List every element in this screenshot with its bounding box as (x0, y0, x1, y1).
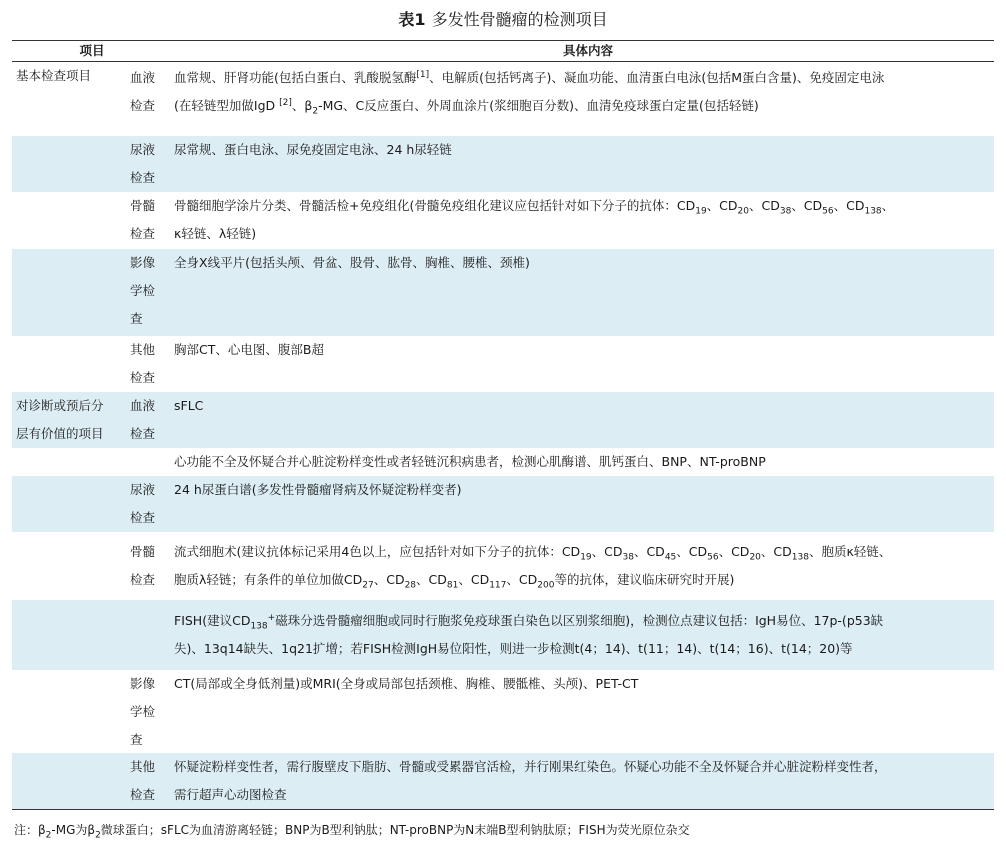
table-caption: 多发性骨髓瘤的检测项目 (431, 10, 608, 29)
row-content-fish: FISH(建议$CD_{138}^+$磁珠分选骨髓瘤细胞或同时行胞浆免疫球蛋白染色以区别浆细胞)，检测位点建议包括：IgH易位、17p-(p53缺 失)、13q14缺失、1q21扩增；若FISH检测IgH易位阳性，则进一步检测t(4；14)、t(11；14)、t(14；16)、t(14；20)等 (174, 612, 884, 656)
sub-label-imaging: 影像 学检 查 (130, 255, 156, 326)
row-content-blood: 血常规、肝肾功能(包括白蛋白、乳酸脱氢酶[1]、电解质(包括钙离子)、凝血功能、血清蛋白电泳(包括M蛋白含量)、免疫固定电泳 (在轻链型加做IgD [2]、$\beta_2-MG$、C反应蛋白、外周血涂片(浆细胞百分数)、血清免疫球蛋白定量(包括轻链) (174, 69, 885, 117)
row-content-sflc: sFLC (174, 398, 204, 413)
row-content-imaging-2: CT(局部或全身低剂量)或MRI(全身或局部包括颈椎、胸椎、腰骶椎、头颅)、PET-CT (174, 676, 639, 691)
sub-label-blood-2: 血液 检查 (130, 398, 156, 441)
row-content-urine-2: 24 h尿蛋白谱(多发性骨髓瘤肾病及怀疑淀粉样变者) (174, 482, 462, 497)
sub-label-marrow: 骨髓 检查 (130, 198, 156, 241)
table-title (0, 9, 1006, 31)
row-content-cardiac: 心功能不全及怀疑合并心脏淀粉样变性或者轻链沉积病患者，检测心肌酶谱、肌钙蛋白、BNP、NT-proBNP (174, 454, 766, 469)
sub-label-other: 其他 检查 (130, 342, 156, 385)
sub-label-blood: 血液 检查 (130, 70, 156, 113)
sub-label-urine-2: 尿液 检查 (130, 482, 156, 525)
row-content-other: 胸部CT、心电图、腹部B超 (174, 342, 324, 357)
sub-label-urine: 尿液 检查 (130, 142, 156, 185)
sub-label-other-2: 其他 检查 (130, 759, 156, 802)
table-body (12, 62, 994, 810)
header-content: 具体内容 (562, 43, 613, 58)
table-number: 表1 (398, 10, 426, 29)
header-item: 项目 (79, 43, 105, 58)
group-label-basic: 基本检查项目 (16, 68, 92, 83)
row-content-imaging: 全身X线平片(包括头颅、骨盆、股骨、肱骨、胸椎、腰椎、颈椎) (174, 255, 530, 270)
group-label-prognostic: 对诊断或预后分 层有价值的项目 (16, 398, 104, 441)
table-footnote: 注：$\beta_2-MG$为$\beta_2$微球蛋白；sFLC为血清游离轻链；BNP为B型利钠肽；NT-proBNP为N末端B型利钠肽原；FISH为荧光原位杂交 (14, 823, 690, 841)
row-content-other-2: 怀疑淀粉样变性者，需行腹壁皮下脂肪、骨髓或受累器官活检，并行刚果红染色。怀疑心功能不全及怀疑合并心脏淀粉样变性者， 需行超声心动图检查 (174, 759, 887, 802)
row-content-marrow: 骨髓细胞学涂片分类、骨髓活检+免疫组化(骨髓免疫组化建议应包括针对如下分子的抗体：$CD_{19}$、$CD_{20}$、$CD_{38}$、$CD_{56}$、$CD_{138}$、 κ轻链、λ轻链) (174, 198, 895, 241)
row-content-flow: 流式细胞术(建议抗体标记采用4色以上，应包括针对如下分子的抗体：$CD_{19}$、$CD_{38}$、$CD_{45}$、$CD_{56}$、$CD_{20}$、$CD_{138}$、胞质κ轻链、 胞质λ轻链；有条件的单位加做$CD_{27}$、$CD_{28}$、$CD_{81}$、$CD_{117}$、$CD_{200}$等的抗体，建议临床研究时开展) (174, 544, 892, 591)
sub-label-marrow-2: 骨髓 检查 (130, 544, 156, 587)
row-content-urine: 尿常规、蛋白电泳、尿免疫固定电泳、24 h尿轻链 (174, 142, 452, 157)
table-header (12, 40, 994, 62)
sub-label-imaging-2: 影像 学检 查 (130, 676, 156, 747)
